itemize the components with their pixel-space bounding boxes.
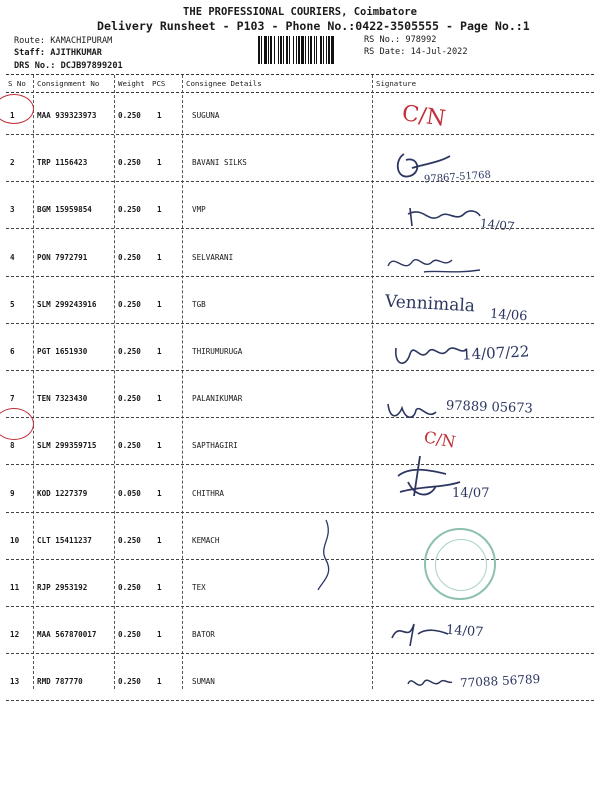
row-consignee: CHITHRA <box>192 488 225 498</box>
row-consignment-no: RMD 787770 <box>37 677 83 687</box>
company-stamp <box>424 528 496 600</box>
signature-mark: 14/07 <box>479 216 516 234</box>
row-consignee: SUMAN <box>192 677 215 687</box>
table-row <box>0 234 600 281</box>
row-sno: 3 <box>10 205 15 215</box>
table-top-rule <box>6 74 594 75</box>
row-pcs: 1 <box>157 630 162 640</box>
row-divider <box>6 181 594 182</box>
row-weight: 0.250 <box>118 677 141 687</box>
rs-date-label: RS Date: <box>364 47 406 57</box>
row-consignment-no: TRP 1156423 <box>37 158 88 168</box>
col-sno: S No <box>8 79 26 88</box>
row-sno: 9 <box>10 488 15 498</box>
row-consignee: SUGUNA <box>192 111 220 120</box>
row-consignee: SELVARANI <box>192 252 234 262</box>
row-weight: 0.250 <box>118 583 141 592</box>
row-consignment-no: KOD 1227379 <box>37 488 88 498</box>
signature-mark: 97889 05673 <box>445 398 534 417</box>
row-consignment-no: BGM 15959854 <box>37 205 92 215</box>
row-sno: 1 <box>10 111 15 120</box>
barcode <box>258 36 362 64</box>
col-consignment: Consignment No <box>37 79 100 88</box>
row-divider <box>6 370 594 371</box>
table-row <box>0 139 600 186</box>
row-pcs: 1 <box>157 394 162 404</box>
company-title: THE PROFESSIONAL COURIERS, Coimbatore <box>183 6 417 18</box>
rs-no-value: 978992 <box>405 35 437 45</box>
table-row <box>0 611 600 658</box>
row-sno: 4 <box>10 252 15 262</box>
col-consignee: Consignee Details <box>186 79 262 88</box>
row-consignment-no: RJP 2953192 <box>37 583 88 592</box>
route-value: KAMACHIPURAM <box>50 36 113 46</box>
row-weight: 0.250 <box>118 158 141 168</box>
row-consignee: VMP <box>192 205 206 215</box>
row-divider <box>6 559 594 560</box>
row-weight: 0.250 <box>118 205 141 215</box>
signature-mark: 97867-51768 <box>423 169 492 186</box>
row-consignment-no: MAA 567870017 <box>37 630 97 640</box>
table-row <box>0 92 600 139</box>
row-consignment-no: SLM 299359715 <box>37 441 97 451</box>
row-divider <box>6 512 594 513</box>
row-weight: 0.250 <box>118 535 141 545</box>
row-consignee: BAVANI SILKS <box>192 158 247 168</box>
row-divider <box>6 653 594 654</box>
row-sno: 13 <box>10 677 20 687</box>
staff-line <box>14 48 102 58</box>
route-label: Route: <box>14 36 46 46</box>
signature-mark: 77088 56789 <box>459 671 541 691</box>
table-row <box>0 422 600 469</box>
rs-no-line <box>364 35 436 45</box>
signature-mark: 14/07 <box>452 486 490 501</box>
row-weight: 0.250 <box>118 394 141 404</box>
row-divider <box>6 323 594 324</box>
row-divider <box>6 700 594 701</box>
drs-value: DCJB97899201 <box>60 61 123 71</box>
row-weight: 0.050 <box>118 488 141 498</box>
barcode-bar <box>334 36 335 64</box>
row-pcs: 1 <box>157 347 162 356</box>
row-consignment-no: SLM 299243916 <box>37 299 97 309</box>
row-weight: 0.250 <box>118 441 141 451</box>
row-pcs: 1 <box>157 205 162 215</box>
row-consignee: PALANIKUMAR <box>192 394 243 404</box>
route-line <box>14 36 112 46</box>
row-consignee: TEX <box>192 583 206 592</box>
staff-label: Staff: <box>14 48 46 58</box>
drs-label: DRS No.: <box>14 61 56 71</box>
row-weight: 0.250 <box>118 347 141 356</box>
row-consignee: BATOR <box>192 630 215 640</box>
staff-value: AJITHKUMAR <box>50 48 102 58</box>
row-pcs: 1 <box>157 583 162 592</box>
row-weight: 0.250 <box>118 299 141 309</box>
table-row <box>0 517 600 564</box>
row-pcs: 1 <box>157 111 162 120</box>
drs-line <box>14 61 123 71</box>
rs-date-value: 14-Jul-2022 <box>410 47 468 57</box>
signature-mark: 14/07 <box>445 622 484 641</box>
table-row <box>0 470 600 517</box>
signature-mark: 14/07/22 <box>461 342 530 364</box>
row-consignment-no: CLT 15411237 <box>37 535 92 545</box>
runsheet-title: Delivery Runsheet - P103 - Phone No.:0422-3505555 - Page No.:1 <box>97 19 530 33</box>
col-pcs: PCS <box>152 79 166 88</box>
row-pcs: 1 <box>157 299 162 309</box>
row-consignee: THIRUMURUGA <box>192 347 243 356</box>
row-sno: 10 <box>10 535 20 545</box>
row-divider <box>6 134 594 135</box>
signature-mark: Vennimala <box>384 291 476 317</box>
row-sno: 7 <box>10 394 15 404</box>
col-signature: Signature <box>376 79 417 88</box>
row-divider <box>6 464 594 465</box>
row-consignment-no: PON 7972791 <box>37 252 88 262</box>
row-weight: 0.250 <box>118 252 141 262</box>
row-pcs: 1 <box>157 158 162 168</box>
signature-mark: 14/06 <box>489 306 528 325</box>
row-divider <box>6 606 594 607</box>
row-pcs: 1 <box>157 535 162 545</box>
row-weight: 0.250 <box>118 111 141 120</box>
row-consignee: TGB <box>192 299 206 309</box>
signature-mark: C/N <box>422 427 458 452</box>
row-consignment-no: MAA 939323973 <box>37 111 97 120</box>
rs-no-label: RS No.: <box>364 35 401 45</box>
row-sno: 11 <box>10 583 20 592</box>
row-pcs: 1 <box>157 441 162 451</box>
col-weight: Weight <box>118 79 145 88</box>
table-row <box>0 564 600 611</box>
row-divider <box>6 276 594 277</box>
signature-mark: C/N <box>400 101 448 132</box>
row-pcs: 1 <box>157 677 162 687</box>
row-consignee: SAPTHAGIRI <box>192 441 238 451</box>
row-consignee: KEMACH <box>192 535 220 545</box>
row-consignment-no: TEN 7323430 <box>37 394 88 404</box>
row-sno: 12 <box>10 630 20 640</box>
row-pcs: 1 <box>157 488 162 498</box>
rs-date-line <box>364 47 468 57</box>
row-sno: 6 <box>10 347 15 356</box>
row-sno: 5 <box>10 299 15 309</box>
row-pcs: 1 <box>157 252 162 262</box>
row-sno: 2 <box>10 158 15 168</box>
row-consignment-no: PGT 1651930 <box>37 347 88 356</box>
row-sno: 8 <box>10 441 15 451</box>
row-weight: 0.250 <box>118 630 141 640</box>
row-divider <box>6 417 594 418</box>
